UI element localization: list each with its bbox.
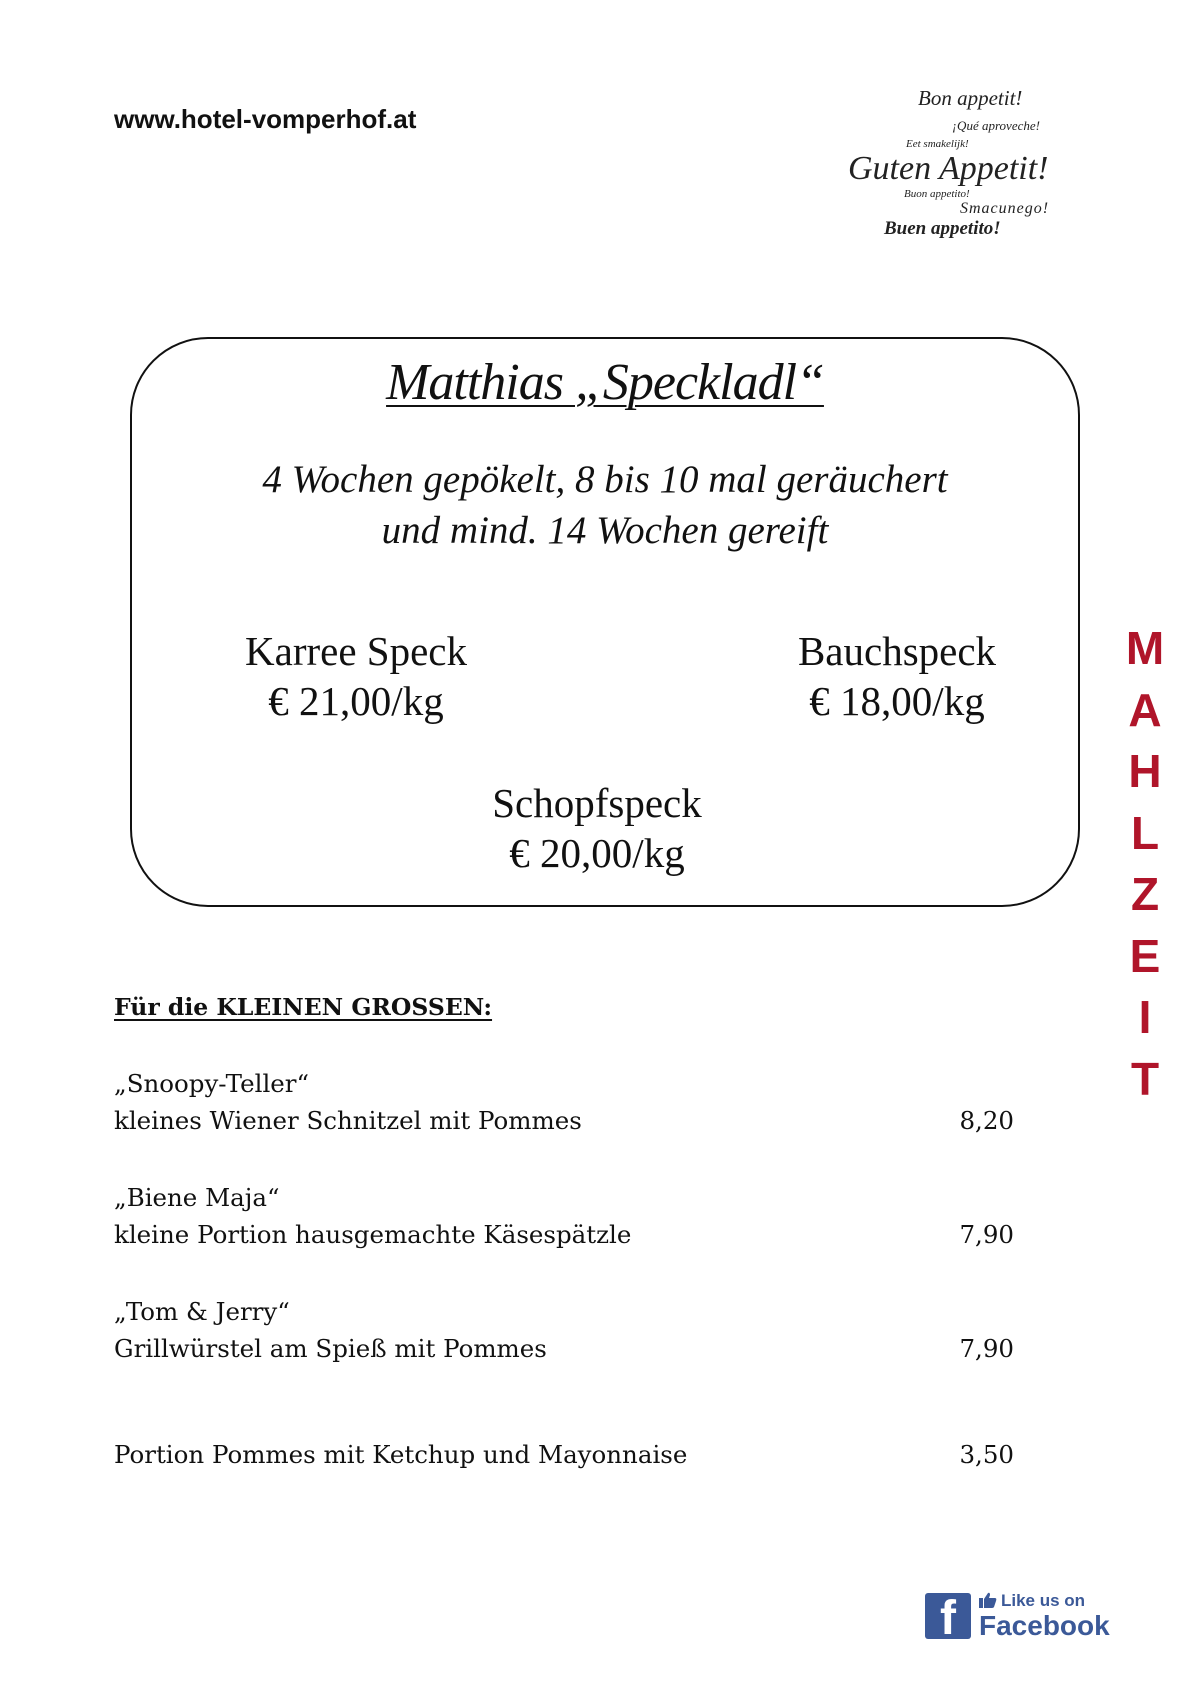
menu-item-biene-maja — [114, 1179, 1014, 1253]
appetit-line: ¡Qué aproveche! — [952, 118, 1040, 133]
mahlzeit-letter: I — [1138, 991, 1152, 1043]
speck-item-price: € 21,00/kg — [268, 678, 444, 724]
kids-menu-heading: Für die KLEINEN GROSSEN: — [114, 993, 493, 1021]
mahlzeit-letter: E — [1129, 929, 1161, 982]
menu-item-name: „Tom & Jerry“ — [114, 1297, 290, 1326]
thumbs-up-icon — [979, 1592, 997, 1608]
appetit-line: Eet smakelijk! — [906, 138, 969, 150]
mahlzeit-vertical-word — [1120, 618, 1170, 1110]
menu-item-tom-jerry — [114, 1293, 1014, 1367]
mahlzeit-letter: A — [1128, 683, 1162, 736]
appetit-line: Buon appetito! — [904, 188, 970, 200]
menu-item-description: kleines Wiener Schnitzel mit Pommes — [114, 1106, 582, 1135]
speck-item-karree — [236, 626, 476, 726]
menu-item-pommes — [114, 1436, 1014, 1473]
menu-item-description: kleine Portion hausgemachte Käsespätzle — [114, 1220, 632, 1249]
mahlzeit-letter: T — [1130, 1052, 1160, 1105]
subtitle-line-1: 4 Wochen gepökelt, 8 bis 10 mal geräuchert — [262, 458, 948, 501]
speckladl-box — [130, 337, 1080, 907]
menu-item-price: 8,20 — [959, 1106, 1014, 1135]
speck-item-bauch — [772, 626, 1022, 726]
mahlzeit-letter: Z — [1130, 868, 1160, 920]
speck-item-name: Schopfspeck — [492, 780, 702, 826]
subtitle-line-2: und mind. 14 Wochen gereift — [381, 509, 829, 552]
website-url[interactable]: www.hotel-vomperhof.at — [114, 104, 417, 134]
speck-item-name: Karree Speck — [245, 628, 467, 674]
speck-item-name: Bauchspeck — [797, 628, 997, 674]
speck-item-schopf — [472, 778, 722, 878]
speckladl-subtitle — [132, 454, 1078, 556]
speckladl-title: Matthias „Speckladl“ — [386, 354, 824, 411]
speck-item-price: € 20,00/kg — [509, 830, 685, 876]
menu-item-description: Portion Pommes mit Ketchup und Mayonnaise — [114, 1440, 688, 1469]
appetit-line: Bon appetit! — [918, 86, 1023, 110]
menu-item-description: Grillwürstel am Spieß mit Pommes — [114, 1334, 547, 1363]
menu-item-name: „Snoopy-Teller“ — [114, 1069, 310, 1098]
mahlzeit-letter: M — [1125, 622, 1165, 674]
menu-item-price: 7,90 — [959, 1220, 1014, 1249]
menu-item-price: 7,90 — [959, 1334, 1014, 1363]
facebook-like-label: Like us on — [1001, 1591, 1086, 1610]
mahlzeit-letter: L — [1130, 806, 1160, 859]
appetit-line: Buen appetito! — [884, 218, 1001, 239]
menu-item-snoopy — [114, 1065, 1014, 1139]
menu-item-name: „Biene Maja“ — [114, 1183, 280, 1212]
facebook-brand-text: Facebook — [979, 1610, 1110, 1641]
mahlzeit-letter: H — [1128, 745, 1162, 797]
speck-item-price: € 18,00/kg — [809, 678, 985, 724]
appetit-line: Smacunego! — [960, 200, 1050, 217]
appetit-languages-image — [848, 82, 1108, 252]
facebook-like-badge[interactable] — [925, 1591, 1115, 1641]
menu-item-price: 3,50 — [959, 1440, 1014, 1469]
facebook-like-text — [979, 1591, 1085, 1611]
appetit-line-main: Guten Appetit! — [848, 150, 1049, 187]
facebook-logo-icon: f — [925, 1593, 971, 1639]
